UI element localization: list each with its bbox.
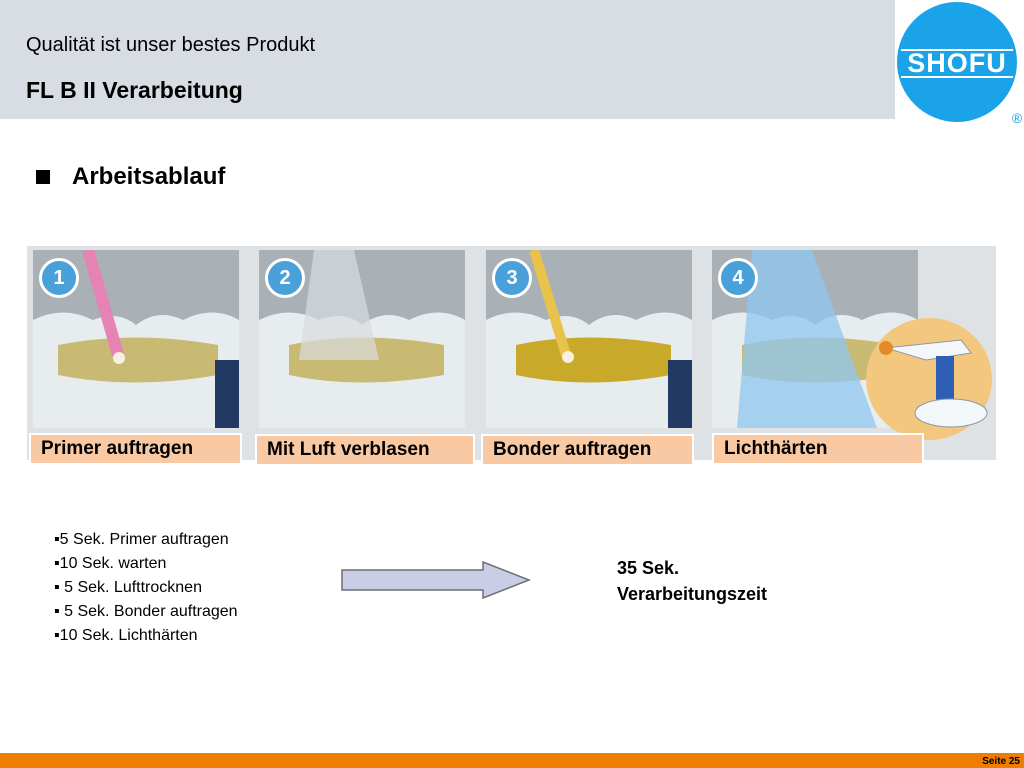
list-item: ▪ 5 Sek. Lufttrocknen xyxy=(54,579,202,596)
result-line-2: Verarbeitungszeit xyxy=(617,584,768,604)
step-number-badge: 4 xyxy=(718,258,758,298)
slide-title: FL B II Verarbeitung xyxy=(26,77,243,103)
step-2-label: Mit Luft verblasen xyxy=(255,434,475,466)
step-number-badge: 3 xyxy=(492,258,532,298)
right-arrow-icon xyxy=(340,560,532,602)
step-1-label: Primer auftragen xyxy=(29,433,242,465)
step-3-label: Bonder auftragen xyxy=(481,434,694,466)
page-number: Seite 25 xyxy=(982,756,1020,767)
result-line-1: 35 Sek. xyxy=(617,558,680,578)
step-timing-list xyxy=(54,528,238,648)
curing-light-device-image xyxy=(866,318,992,440)
svg-text:®: ® xyxy=(1011,110,1023,126)
step-4-label: Lichthärten xyxy=(712,433,924,465)
total-time-result xyxy=(617,555,767,607)
step-number-badge: 1 xyxy=(39,258,79,298)
list-item: ▪5 Sek. Primer auftragen xyxy=(54,531,229,548)
svg-text:SHOFU: SHOFU xyxy=(907,48,1007,78)
list-item: ▪ 5 Sek. Bonder auftragen xyxy=(54,603,238,620)
list-item: ▪10 Sek. Lichthärten xyxy=(54,627,198,644)
step-1-image xyxy=(33,250,239,428)
shofu-logo xyxy=(895,0,1024,130)
footer-bar xyxy=(0,753,1024,768)
section-heading xyxy=(36,163,225,191)
square-bullet-icon xyxy=(36,170,50,184)
slide-subtitle: Qualität ist unser bestes Produkt xyxy=(26,34,316,56)
step-2-image xyxy=(259,250,465,428)
list-item: ▪10 Sek. warten xyxy=(54,555,167,572)
step-3-image xyxy=(486,250,692,428)
step-number-badge: 2 xyxy=(265,258,305,298)
section-heading-text: Arbeitsablauf xyxy=(72,163,226,190)
